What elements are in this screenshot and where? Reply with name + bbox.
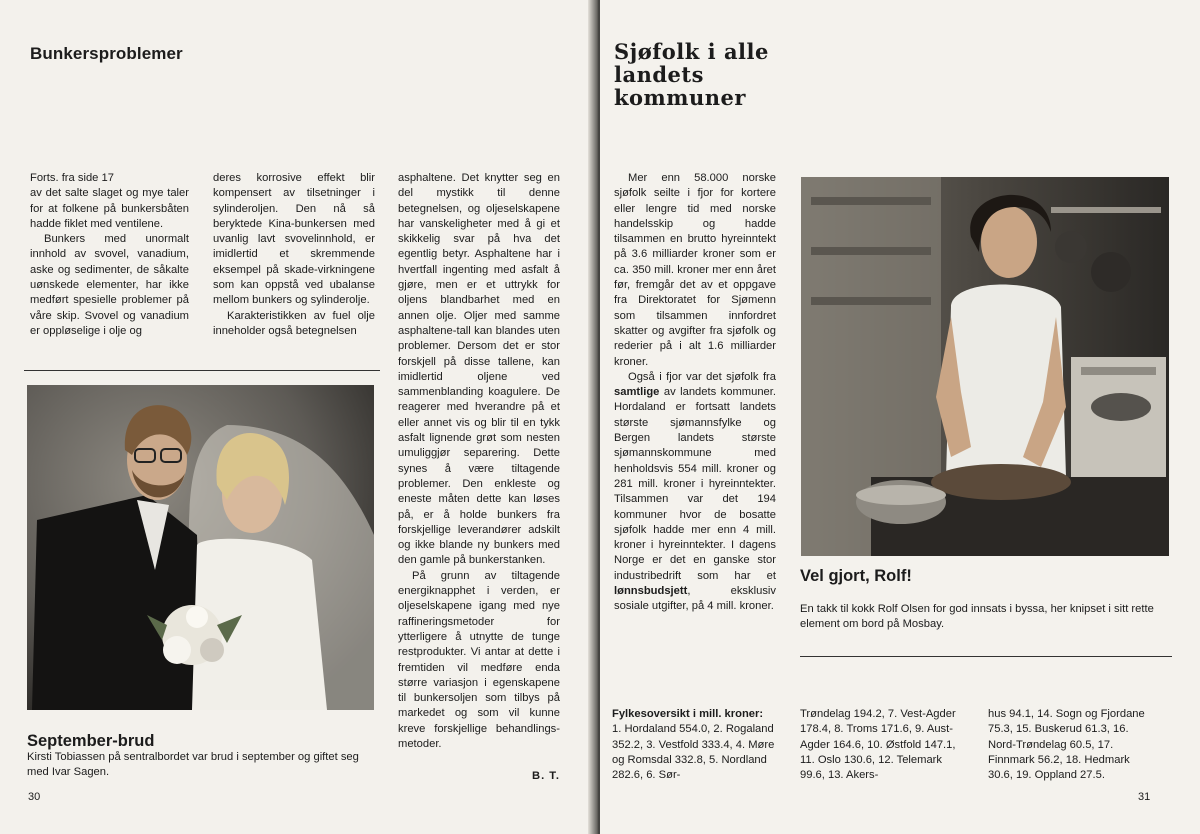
article-column-main: [614, 171, 776, 615]
section-divider: [800, 656, 1172, 657]
section-divider: [24, 370, 380, 371]
text-run: av landets kommuner. Hordaland er fortsatt landets største sjømannsfylke og Bergen landets største sjømannskommune med henholdsvis 554 mill. kroner og 281 mill. kroner i hyreinntekter. Tilsammen var det 194 kommuner hvor de bosatte sjøfolk hadde mer enn 4 mill. kroner i hyreinntekter. I dagens Norge er det en ganske stor industribedrift som har et: [614, 386, 776, 582]
galley-cook-photo: [801, 177, 1169, 556]
paragraph: [614, 370, 776, 615]
caption-text-cook: En takk til kokk Rolf Olsen for god innsats i byssa, her knipset i sitt rette element om bord på Mosbay.: [800, 603, 1154, 630]
paragraph: asphaltene. Det knytter seg en del mystikk til denne betegnelsen, og oljeselskapene har vanskeligheter med å gi et skikkelig svar på hva det egentlig betyr. Asphaltene har i hvertfall ingenting med asfalt å gjøre, men er et uttrykk for oljens blandbarhet med en annen olje. Oljer med samme asphaltene-tall kan blandes uten problemer. Dersom det er stor forskjell på disse tallene, kan imidlertid oljene ved sammenblanding koagulere. De reagerer med hverandre på et eller annet vis og blir til en tykk asfalt lignende grøt som nesten umuliggjør separering. Dette synes å være tiltagende problemer. Den enkleste og eneste måten dette kan løses på, er å holde bunkers fra forskjellige leverandører adskilt og ikke blande ny bunkers med den gamle på bunkerstanken.: [398, 172, 560, 567]
article-column-1: [30, 171, 189, 339]
paragraph: av det salte slaget og mye taler for at folkene på bunkersbåten hadde fiklet med ventilene.: [30, 187, 189, 230]
emphasis-samtlige: samtlige: [614, 386, 660, 399]
text-run: , eksklusiv sosiale utgifter, på 4 mill. kroner.: [614, 585, 776, 613]
article-heading-bunkers: Bunkersproblemer: [30, 44, 183, 63]
county-list-title: Fylkesoversikt i mill. kroner:: [612, 708, 764, 720]
wedding-photo-illustration: [27, 385, 374, 710]
article-column-2: [213, 171, 375, 339]
author-signature: B. T.: [532, 770, 560, 782]
caption-title-wedding: September-brud: [27, 732, 155, 750]
left-page: [0, 0, 594, 834]
article-heading-seafarers: Sjøfolk i alle landets kommuner: [614, 39, 769, 110]
right-page: [600, 0, 1200, 834]
paragraph: Karakteristikken av fuel olje inneholder også betegnelsen: [213, 309, 375, 337]
wedding-photo: [27, 385, 374, 710]
continuation-note: Forts. fra side 17: [30, 172, 114, 184]
page-number-left: 30: [28, 791, 41, 803]
caption-title-cook: Vel gjort, Rolf!: [800, 567, 912, 585]
article-column-3: [398, 171, 560, 752]
emphasis-lonnsbudsjett: lønnsbudsjett: [614, 585, 688, 598]
paragraph: På grunn av tiltagende energiknapphet i verden, er oljeselskapene igang med nye raffineringsmetoder for ytterligere å utnytte de tunge restprodukter. Vi antar at dette i fremtiden vil medføre enda større variasjon i egenskapene til bunkersoljen som tilbys på markedet og som vil kunne kreve forskjellige behandlings-metoder.: [398, 569, 560, 750]
text-run: Også i fjor var det sjøfolk fra: [628, 370, 776, 383]
paragraph: deres korrosive effekt blir kompensert av tilsetninger i sylinderoljen. Den nå så beryktede Kina-bunkersen med uvanlig lavt svovelinnhold, er imidlertid et skremmende eksempel på skade-virkningene som kan oppstå ved ubalanse mellom bunkers og sylinderolje.: [213, 172, 375, 307]
galley-photo-illustration: [801, 177, 1169, 556]
county-list-text: 1. Hordaland 554.0, 2. Rogaland 352.2, 3. Vestfold 333.4, 4. Møre og Romsdal 332.8, 5. Nordland 282.6, 6. Sør-: [612, 723, 775, 782]
caption-text-wedding: Kirsti Tobiassen på sentralbordet var brud i september og giftet seg med Ivar Sagen.: [27, 751, 359, 778]
page-number-right: 31: [1138, 791, 1151, 803]
county-list-column-2: Trøndelag 194.2, 7. Vest-Agder 178.4, 8. Troms 171.6, 9. Aust-Agder 164.6, 10. Østfold 147.1, 11. Oslo 130.6, 12. Telemark 99.6, 13. Akers-: [800, 708, 956, 782]
county-list-column-3: hus 94.1, 14. Sogn og Fjordane 75.3, 15. Buskerud 61.3, 16. Nord-Trøndelag 60.5, 17. Finnmark 56.2, 18. Hedmark 30.6, 19. Oppland 27.5.: [988, 708, 1145, 782]
paragraph: Mer enn 58.000 norske sjøfolk seilte i fjor for kortere eller lengre tid med norske handelsskip og hadde tilsammen en brutto hyreinntekt på 3.6 milliarder kroner som er ca. 350 mill. kroner mer enn året før, fremgår det av et oppgave fra Direktoratet for Sjømenn som tilsammen innfordret skatter og avgifter fra sjøfolk og rederier på i alt 1.6 milliarder kroner.: [614, 172, 776, 368]
paragraph: Bunkers med unormalt innhold av svovel, vanadium, aske og sedimenter, de såkalte uønskede elementer, har ikke medført spesielle problemer på våre skip. Svovel og vanadium er oppløselige i olje og: [30, 233, 189, 337]
county-list-column-1: [612, 707, 776, 783]
